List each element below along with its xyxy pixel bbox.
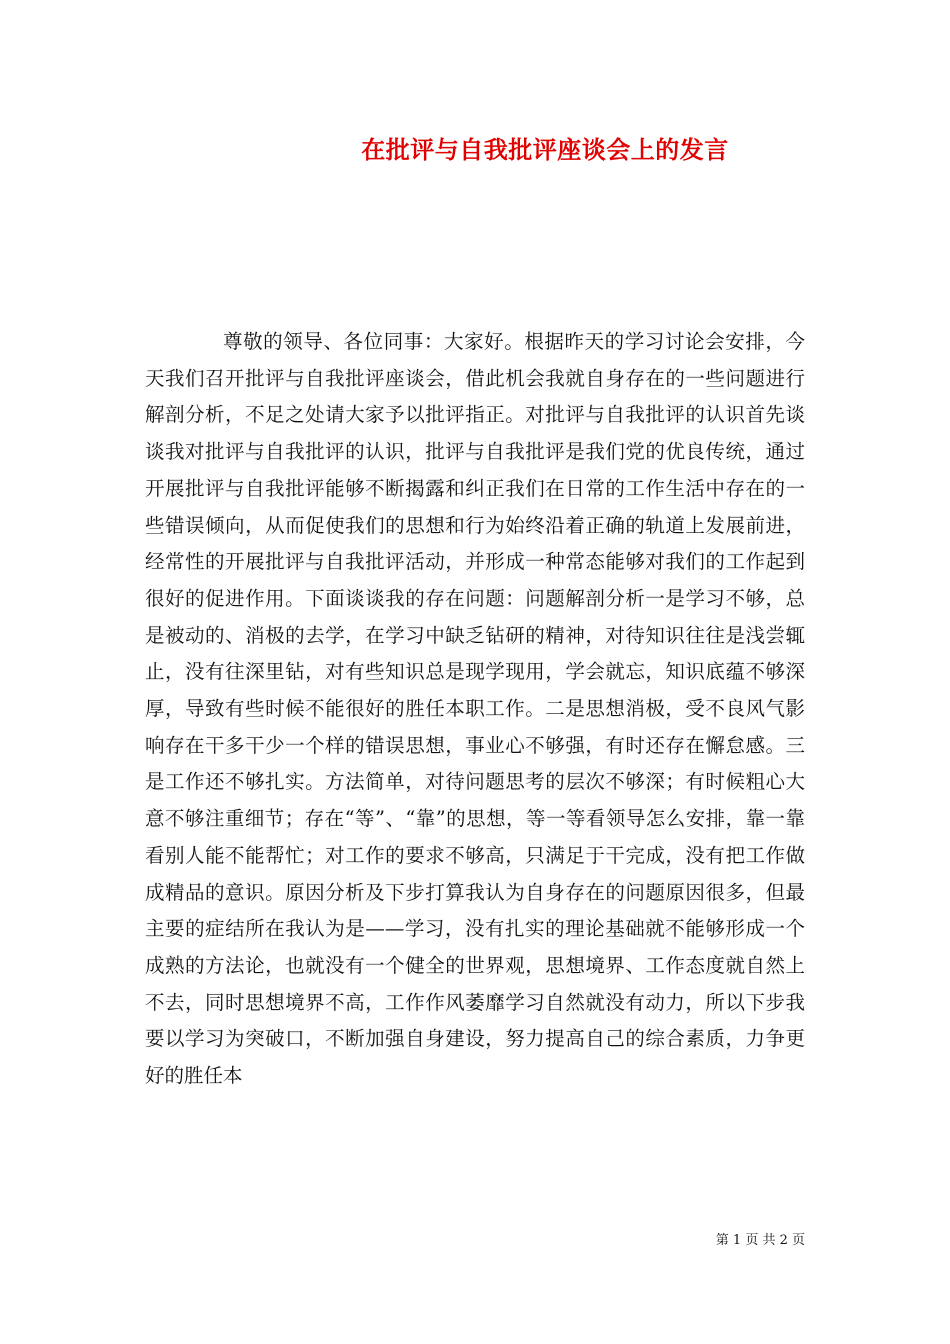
body-paragraph: 尊敬的领导、各位同事：大家好。根据昨天的学习讨论会安排，今天我们召开批评与自我批评座谈会，借此机会我就自身存在的一些问题进行解剖分析，不足之处请大家予以批评指正。对批评与自我批评的认识首先谈谈我对批评与自我批评的认识，批评与自我批评是我们党的优良传统，通过开展批评与自我批评能够不断揭露和纠正我们在日常的工作生活中存在的一些错误倾向，从而促使我们的思想和行为始终沿着正确的轨道上发展前进，经常性的开展批评与自我批评活动，并形成一种常态能够对我们的工作起到很好的促进作用。下面谈谈我的存在问题：问题解剖分析一是学习不够，总是被动的、消极的去学，在学习中缺乏钻研的精神，对待知识往往是浅尝辄止，没有往深里钻，对有些知识总是现学现用，学会就忘，知识底蕴不够深厚，导致有些时候不能很好的胜任本职工作。二是思想消极，受不良风气影响存在干多干少一个样的错误思想，事业心不够强，有时还存在懈怠感。三是工作还不够扎实。方法简单，对待问题思考的层次不够深；有时候粗心大意不够注重细节；存在“等”、“靠”的思想，等一等看领导怎么安排，靠一靠看别人能不能帮忙；对工作的要求不够高，只满足于干完成，没有把工作做成精品的意识。原因分析及下步打算我认为自身存在的问题原因很多，但最主要的症结所在我认为是——学习，没有扎实的理论基础就不能够形成一个成熟的方法论，也就没有一个健全的世界观，思想境界、工作态度就自然上不去，同时思想境界不高，工作作风萎靡学习自然就没有动力，所以下步我要以学习为突破口，不断加强自身建设，努力提高自己的综合素质，力争更好的胜任本 bbox=[145, 330, 805, 1088]
document-title: 在批评与自我批评座谈会上的发言 bbox=[361, 135, 729, 164]
page-number-footer: 第 1 页 共 2 页 bbox=[715, 1233, 805, 1248]
